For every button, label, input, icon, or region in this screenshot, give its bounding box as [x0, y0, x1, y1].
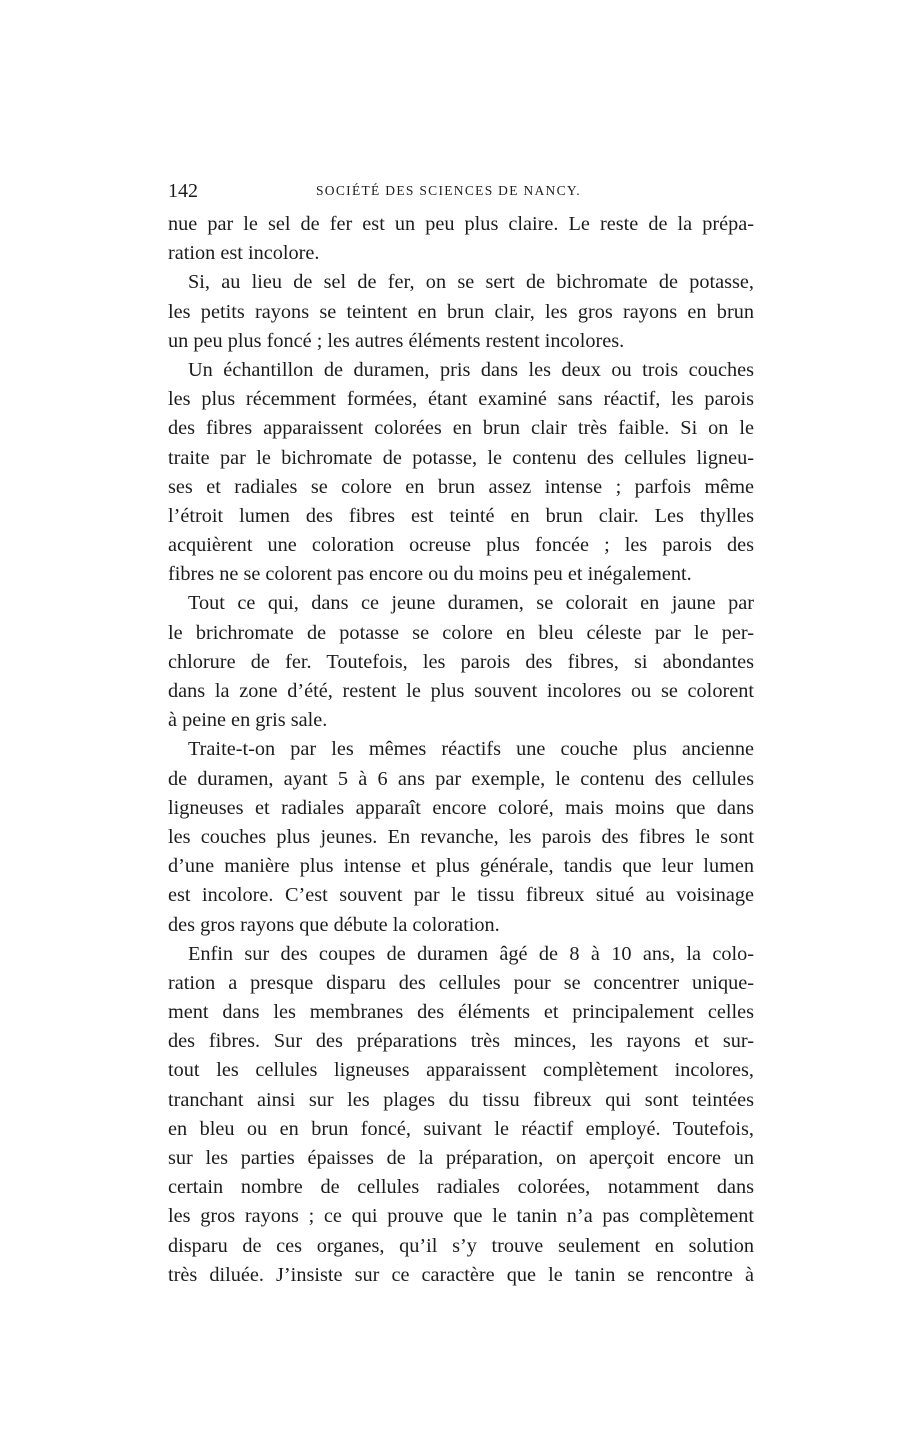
text-line: tout les cellules ligneuses apparaissent complètement incolores, — [168, 1059, 754, 1082]
paragraph-first-line: Si, au lieu de sel de fer, on se sert de bichromate de potasse, — [188, 271, 754, 294]
text-line: fibres ne se colorent pas encore ou du moins peu et inégalement. — [168, 563, 692, 586]
text-line: acquièrent une coloration ocreuse plus foncée ; les parois des — [168, 534, 754, 557]
text-line: ligneuses et radiales apparaît encore coloré, mais moins que dans — [168, 796, 754, 819]
text-line: à peine en gris sale. — [168, 709, 328, 732]
text-line: certain nombre de cellules radiales colorées, notamment dans — [168, 1176, 754, 1199]
text-line: tranchant ainsi sur les plages du tissu fibreux qui sont teintées — [168, 1088, 754, 1111]
text-line: sur les parties épaisses de la préparation, on aperçoit encore un — [168, 1147, 754, 1169]
text-line: les plus récemment formées, étant examiné sans réactif, les parois — [168, 388, 754, 411]
text-line: de duramen, ayant 5 à 6 ans par exemple, le contenu des cellules — [168, 767, 754, 790]
text-line: des fibres. Sur des préparations très minces, les rayons et sur- — [168, 1030, 754, 1053]
text-line: très diluée. J’insiste sur ce caractère que le tanin se rencontre à — [168, 1263, 754, 1286]
text-line: disparu de ces organes, qu’il s’y trouve seulement en solution — [168, 1234, 754, 1257]
text-line: est incolore. C’est souvent par le tissu fibreux situé au voisinage — [168, 884, 754, 907]
page-number: 142 — [168, 180, 198, 202]
text-line: traite par le bichromate de potasse, le contenu des cellules ligneu- — [168, 446, 754, 469]
text-line: les petits rayons se teintent en brun clair, les gros rayons en brun — [168, 300, 754, 323]
text-line: l’étroit lumen des fibres est teinté en brun clair. Les thylles — [168, 504, 754, 527]
text-line: ration est incolore. — [168, 242, 320, 265]
paragraph-first-line: Enfin sur des coupes de duramen âgé de 8 à 10 ans, la colo- — [188, 942, 754, 965]
text-line: chlorure de fer. Toutefois, les parois des fibres, si abondantes — [168, 650, 754, 673]
text-line: les couches plus jeunes. En revanche, les parois des fibres le sont — [168, 825, 754, 848]
text-line: un peu plus foncé ; les autres éléments restent incolores. — [168, 329, 625, 352]
text-line: des gros rayons que débute la coloration. — [168, 913, 500, 936]
text-line: ration a presque disparu des cellules pour se concentrer unique- — [168, 971, 754, 994]
running-title: SOCIÉTÉ DES SCIENCES DE NANCY. — [316, 183, 581, 198]
body-text — [168, 210, 754, 1290]
text-line: ses et radiales se colore en brun assez intense ; parfois même — [168, 475, 754, 498]
page-header — [168, 180, 754, 202]
text-line: dans la zone d’été, restent le plus souvent incolores ou se colorent — [168, 680, 754, 702]
text-line: en bleu ou en brun foncé, suivant le réactif employé. Toutefois, — [168, 1117, 754, 1140]
text-line: ment dans les membranes des éléments et principalement celles — [168, 1001, 754, 1024]
text-line: le brichromate de potasse se colore en bleu céleste par le per- — [168, 621, 754, 644]
text-line: des fibres apparaissent colorées en brun clair très faible. Si on le — [168, 417, 754, 440]
paragraph-first-line: Un échantillon de duramen, pris dans les deux ou trois couches — [188, 358, 754, 381]
text-line: d’une manière plus intense et plus générale, tandis que leur lumen — [168, 855, 754, 878]
text-line: nue par le sel de fer est un peu plus claire. Le reste de la prépa- — [168, 213, 754, 235]
paragraph-first-line: Traite-t-on par les mêmes réactifs une couche plus ancienne — [188, 738, 754, 761]
text-line: les gros rayons ; ce qui prouve que le tanin n’a pas complètement — [168, 1205, 754, 1228]
paragraph-first-line: Tout ce qui, dans ce jeune duramen, se colorait en jaune par — [188, 592, 754, 615]
